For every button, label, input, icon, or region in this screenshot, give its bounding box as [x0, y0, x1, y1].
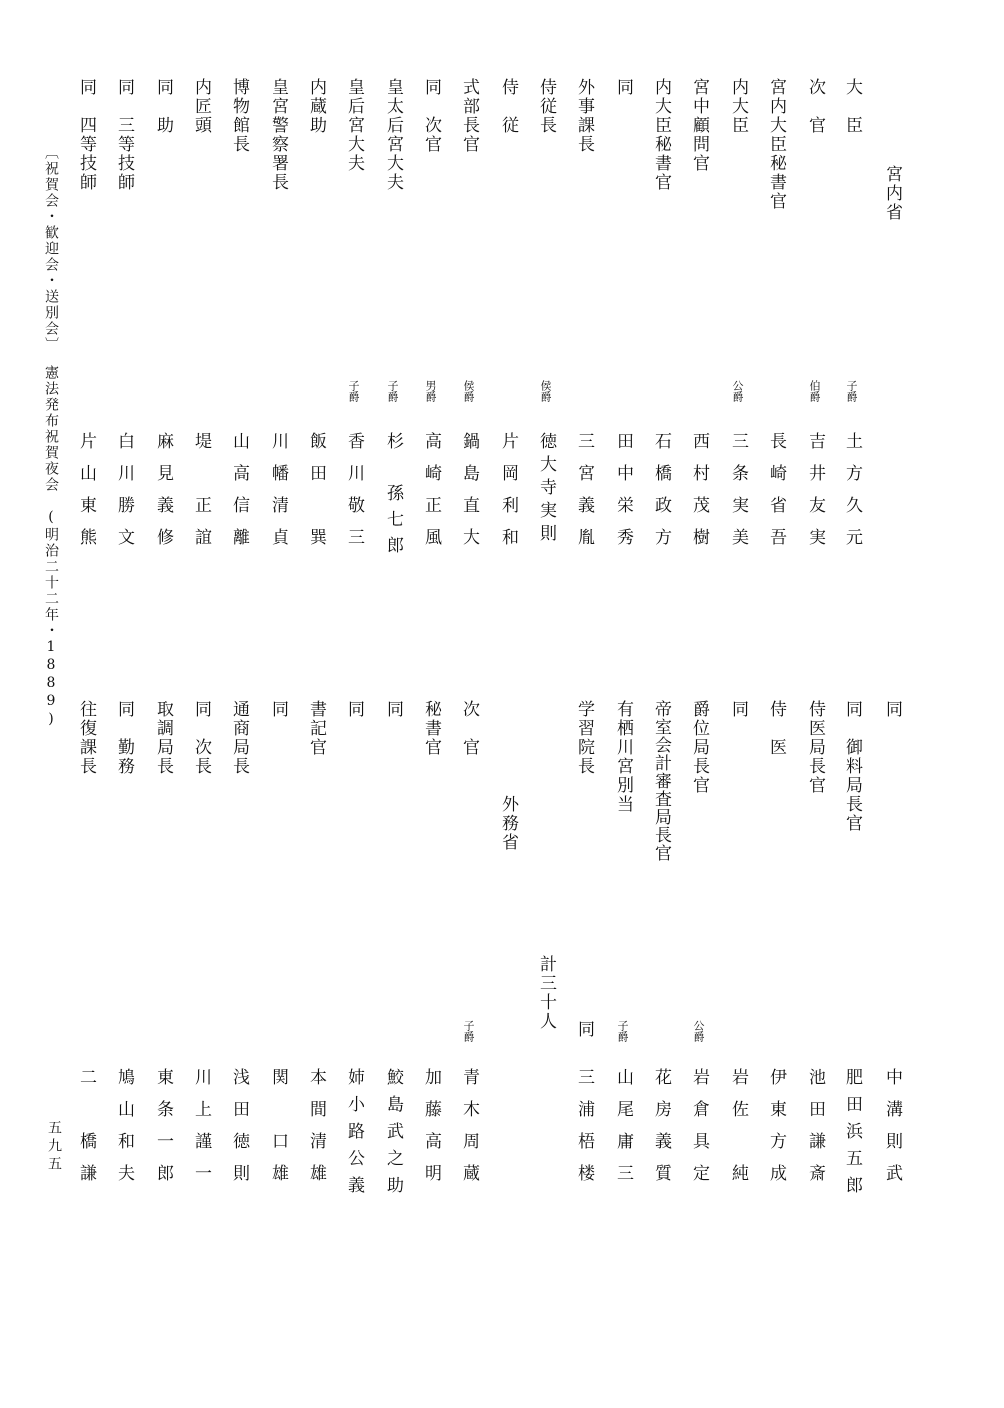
rank-1 — [806, 380, 820, 404]
lower2-name-3: 姉小路公義 — [344, 1068, 364, 1203]
title-0: 大 臣 — [842, 78, 862, 135]
name-8: 徳大寺実則 — [536, 432, 556, 547]
title-6: 同 — [613, 78, 633, 97]
lower-title-0: 同 — [882, 700, 902, 719]
lower-rank-7 — [614, 1020, 628, 1044]
title-1: 次 官 — [805, 78, 825, 135]
lower2-title-10: 往復課長 — [76, 700, 96, 776]
lower-name-8: 三浦梧楼 — [574, 1068, 594, 1196]
lower2-title-8: 取調局長 — [153, 700, 173, 776]
rank-3 — [729, 380, 743, 404]
lower2-name-10: 二 橋謙 — [76, 1068, 96, 1196]
rank-13 — [345, 380, 359, 404]
lower2-name-4: 本間清雄 — [306, 1068, 326, 1196]
title-2: 宮内大臣秘書官 — [766, 78, 786, 211]
lower-rank-5 — [690, 1020, 704, 1044]
page-number: 五九五 — [46, 1120, 62, 1174]
lower-title-8: 学習院長 — [574, 700, 594, 776]
title-11: 同 次官 — [421, 78, 441, 154]
title-10: 式部長官 — [459, 78, 479, 154]
title-15: 皇宮警察署長 — [268, 78, 288, 192]
lower-name-2: 池田謙斎 — [805, 1068, 825, 1196]
rank-text: 子爵 — [462, 1020, 475, 1042]
title-16: 博物館長 — [229, 78, 249, 154]
lower2-title-6: 通商局長 — [229, 700, 249, 776]
name-10: 鍋島直大 — [459, 432, 479, 560]
name-12: 杉 孫七郎 — [383, 432, 403, 562]
lower-name-1: 肥田浜五郎 — [842, 1068, 862, 1203]
title-5: 内大臣秘書官 — [651, 78, 671, 192]
name-3: 三条実美 — [728, 432, 748, 560]
rank-text: 子爵 — [386, 380, 399, 402]
lower-title-2: 侍医局長官 — [805, 700, 825, 795]
lower2-name-6: 浅田徳則 — [229, 1068, 249, 1196]
lower-name-4: 岩佐 純 — [728, 1068, 748, 1196]
lower2-title-3: 同 — [344, 700, 364, 719]
name-11: 高崎正風 — [421, 432, 441, 560]
name-2: 長崎省吾 — [766, 432, 786, 560]
rank-0 — [843, 380, 857, 404]
name-1: 吉井友実 — [805, 432, 825, 560]
lower2-name-9: 鳩山和夫 — [114, 1068, 134, 1196]
title-13: 皇后宮大夫 — [344, 78, 364, 173]
lower2-name-5: 関 口雄 — [268, 1068, 288, 1196]
lower2-title-5: 同 — [268, 700, 288, 719]
rank-8 — [537, 380, 551, 404]
title-12: 皇太后宮大夫 — [383, 78, 403, 192]
name-17: 堤 正誼 — [191, 432, 211, 560]
lower2-name-7: 川上謹一 — [191, 1068, 211, 1196]
name-4: 西村茂樹 — [689, 432, 709, 560]
lower-title-3: 侍 医 — [766, 700, 786, 757]
running-header-event: 憲法発布祝賀夜会 (明治二十二年・1889) — [43, 365, 59, 729]
title-4: 宮中顧問官 — [689, 78, 709, 173]
lower2-title-0: 次 官 — [459, 700, 479, 757]
title-7: 外事課長 — [574, 78, 594, 154]
name-19: 白川勝文 — [114, 432, 134, 560]
lower-title-7: 有栖川宮別当 — [613, 700, 633, 814]
lower-title-5: 爵位局長官 — [689, 700, 709, 795]
lower2-rank-0 — [460, 1020, 474, 1044]
lower2-name-1: 加藤高明 — [421, 1068, 441, 1196]
rank-text: 侯爵 — [539, 380, 552, 402]
name-6: 田中栄秀 — [613, 432, 633, 560]
lower2-title-4: 書記官 — [306, 700, 326, 757]
lower-name-0: 中溝則武 — [882, 1068, 902, 1196]
lower-name-7: 山尾庸三 — [613, 1068, 633, 1196]
name-15: 川幡清貞 — [268, 432, 288, 560]
lower2-title-9: 同 勤務 — [114, 700, 134, 776]
rank-text: 公爵 — [731, 380, 744, 402]
lower-name-5: 岩倉具定 — [689, 1068, 709, 1196]
title-19: 同 三等技師 — [114, 78, 134, 192]
name-18: 麻見義修 — [153, 432, 173, 560]
total-count: 計三十人 — [536, 955, 556, 1031]
lower-title-6: 帝室会計審査局長官 — [651, 700, 671, 862]
lower-name-6: 花房義質 — [651, 1068, 671, 1196]
ministry-heading-kunai: 宮内省 — [882, 165, 902, 222]
title-3: 内大臣 — [728, 78, 748, 135]
rank-text: 伯爵 — [808, 380, 821, 402]
name-7: 三宮義胤 — [574, 432, 594, 560]
name-9: 片岡利和 — [498, 432, 518, 560]
rank-text: 男爵 — [424, 380, 437, 402]
name-20: 片山東熊 — [76, 432, 96, 560]
name-16: 山高信離 — [229, 432, 249, 560]
title-8: 侍従長 — [536, 78, 556, 135]
lower2-title-2: 同 — [383, 700, 403, 719]
name-5: 石橋政方 — [651, 432, 671, 560]
lower2-title-1: 秘書官 — [421, 700, 441, 757]
lower2-title-7: 同 次長 — [191, 700, 211, 776]
lower-title-4: 同 — [728, 700, 748, 719]
lower2-name-8: 東条一郎 — [153, 1068, 173, 1196]
title-18: 同 助 — [153, 78, 173, 135]
name-0: 土方久元 — [842, 432, 862, 560]
name-13: 香川敬三 — [344, 432, 364, 560]
rank-text: 子爵 — [347, 380, 360, 402]
ministry-heading-gaimu: 外務省 — [498, 795, 518, 852]
title-20: 同 四等技師 — [76, 78, 96, 192]
running-header-category: 〔祝賀会・歓迎会・送別会〕 — [43, 145, 59, 353]
lower-name-3: 伊東方成 — [766, 1068, 786, 1196]
title-17: 内匠頭 — [191, 78, 211, 135]
rank-text: 子爵 — [616, 1020, 629, 1042]
rank-11 — [422, 380, 436, 404]
rank-text: 侯爵 — [462, 380, 475, 402]
rank-text: 公爵 — [692, 1020, 705, 1042]
title-9: 侍 従 — [498, 78, 518, 135]
rank-12 — [384, 380, 398, 404]
lower-rank-8: 同 — [574, 1020, 594, 1038]
lower2-name-2: 鮫島武之助 — [383, 1068, 403, 1203]
rank-text: 子爵 — [845, 380, 858, 402]
lower-title-1: 同 御料局長官 — [842, 700, 862, 833]
title-14: 内蔵助 — [306, 78, 326, 135]
rank-10 — [460, 380, 474, 404]
lower2-name-0: 青木周蔵 — [459, 1068, 479, 1196]
name-14: 飯田 巽 — [306, 432, 326, 560]
